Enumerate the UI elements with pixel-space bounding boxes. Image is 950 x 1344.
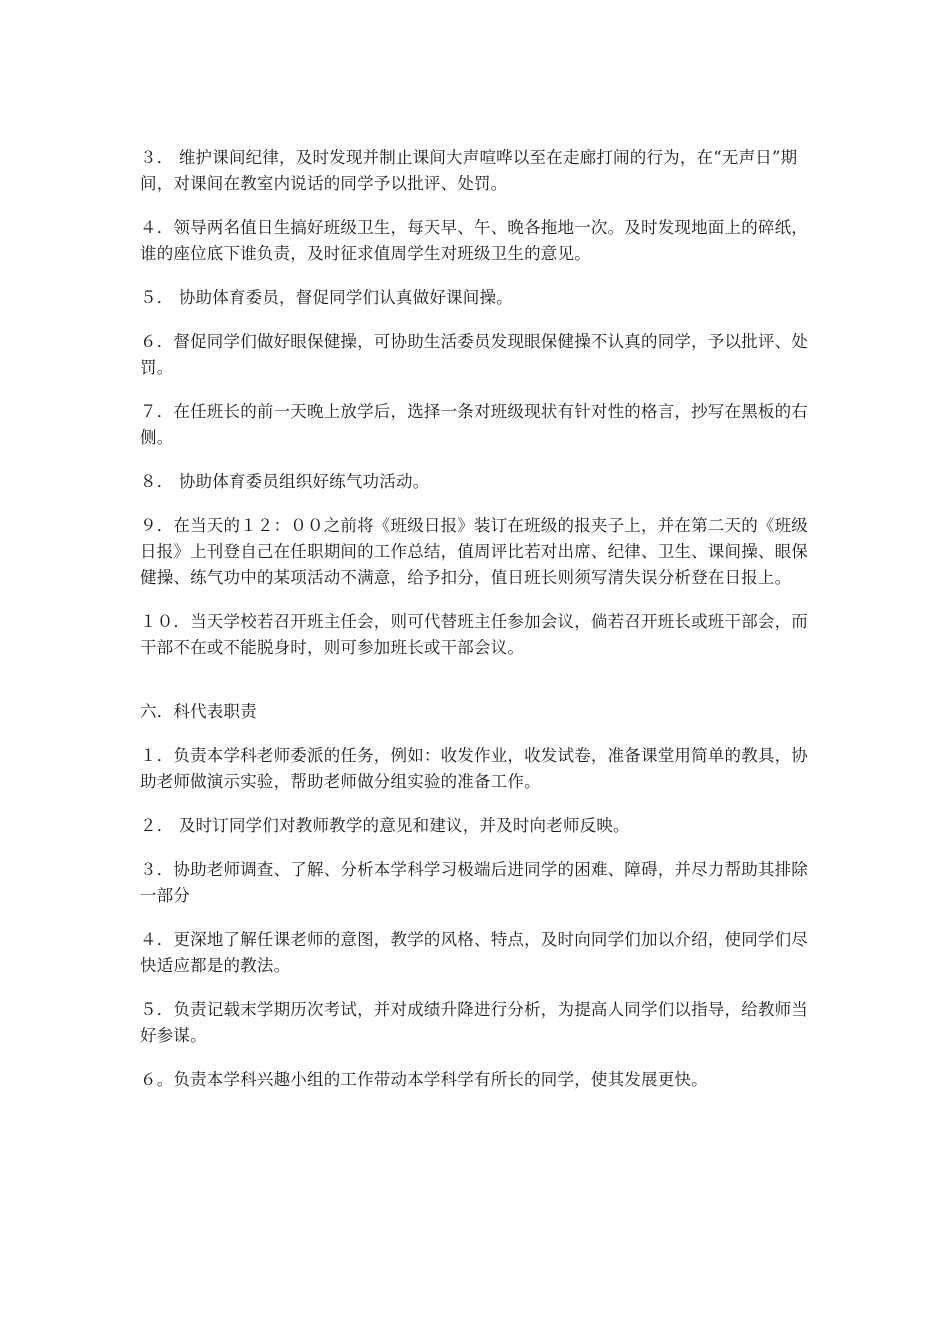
paragraph-item-4: ４．领导两名值日生搞好班级卫生，每天早、午、晚各拖地一次。及时发现地面上的碎纸，谁的座位底下谁负责，及时征求值周学生对班级卫生的意见。 <box>140 218 808 263</box>
paragraph-item-10: １０．当天学校若召开班主任会，则可代替班主任参加会议，倘若召开班长或班干部会，而干部不在或不能脱身时，则可参加班长或干部会议。 <box>140 612 808 657</box>
duty-item-3: ３．协助老师调查、了解、分析本学科学习极端后进同学的困难、障碍，并尽力帮助其排除一部分 <box>140 860 808 905</box>
paragraph-item-6: ６．督促同学们做好眼保健操，可协助生活委员发现眼保健操不认真的同学，予以批评、处罚。 <box>140 332 808 377</box>
duty-item-1: １．负责本学科老师委派的任务，例如：收发作业，收发试卷，准备课堂用简单的教具，协助老师做演示实验，帮助老师做分组实验的准备工作。 <box>140 746 808 791</box>
duty-item-2: ２． 及时订同学们对教师教学的意见和建议，并及时向老师反映。 <box>140 816 630 835</box>
document-body <box>140 145 820 1111</box>
paragraph-item-9: ９．在当天的１２：００之前将《班级日报》装订在班级的报夹子上，并在第二天的《班级日报》上刊登自己在任职期间的工作总结，值周评比若对出席、纪律、卫生、课间操、眼保健操、练气功中的某项活动不满意，给予扣分，值日班长则须写清失误分析登在日报上。 <box>140 516 808 587</box>
paragraph-item-5: ５． 协助体育委员，督促同学们认真做好课间操。 <box>140 288 513 307</box>
paragraph-item-3: ３． 维护课间纪律，及时发现并制止课间大声喧哗以至在走廊打闹的行为，在“无声日”期间，对课间在教室内说话的同学予以批评、处罚。 <box>140 148 798 193</box>
section-heading: 六．科代表职责 <box>140 702 257 721</box>
duty-item-6: ６。负责本学科兴趣小组的工作带动本学科学有所长的同学，使其发展更快。 <box>140 1070 708 1089</box>
paragraph-item-8: ８． 协助体育委员组织好练气功活动。 <box>140 472 430 491</box>
duty-item-5: ５．负责记载末学期历次考试，并对成绩升降进行分析，为提高人同学们以指导，给教师当好参谋。 <box>140 1000 808 1045</box>
duty-item-4: ４．更深地了解任课老师的意图，教学的风格、特点，及时向同学们加以介绍，使同学们尽快适应都是的教法。 <box>140 930 808 975</box>
paragraph-item-7: ７．在任班长的前一天晚上放学后，选择一条对班级现状有针对性的格言，抄写在黑板的右侧。 <box>140 402 808 447</box>
